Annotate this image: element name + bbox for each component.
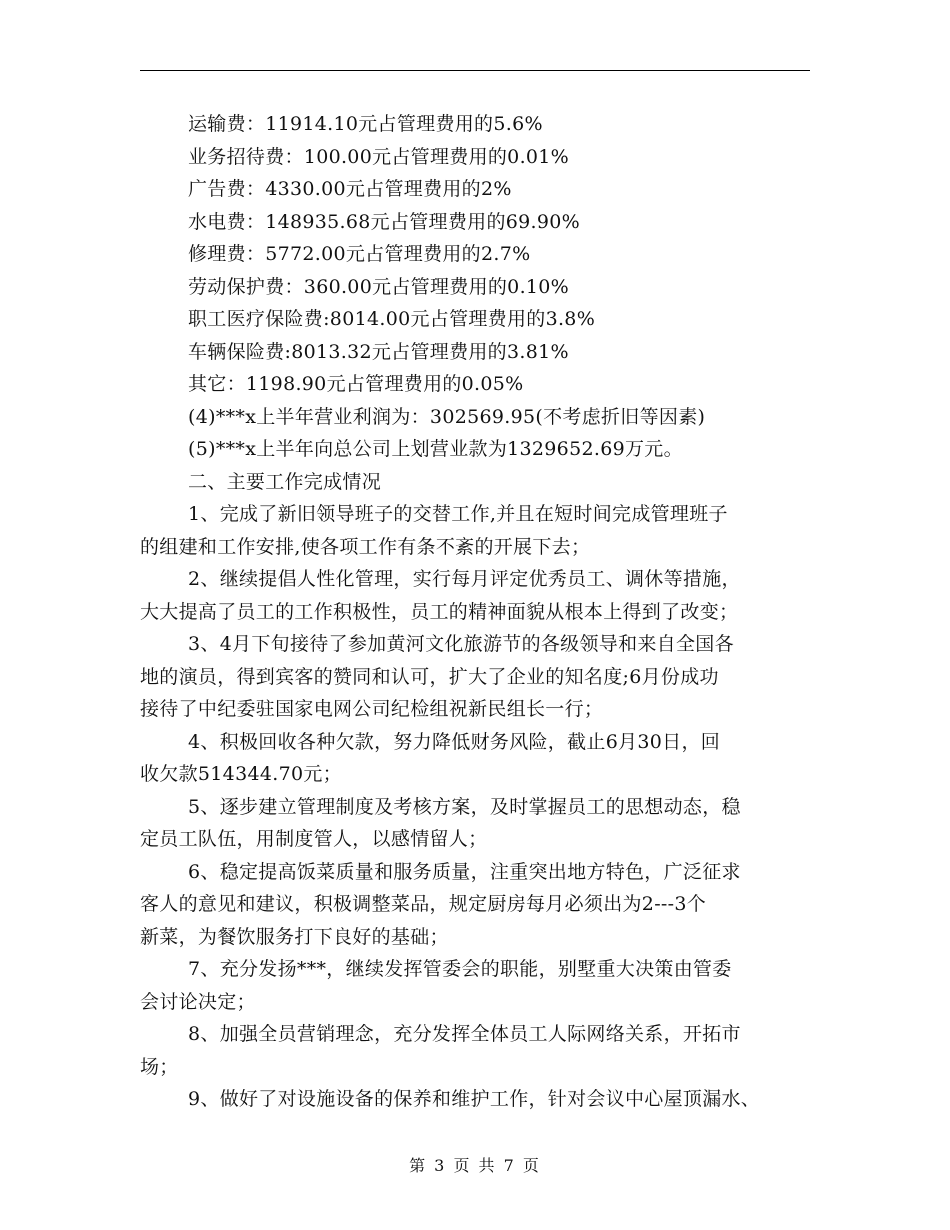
text-line: 车辆保险费:8013.32元占管理费用的3.81%	[188, 340, 569, 363]
text-line: 收欠款514344.70元；	[140, 763, 342, 785]
text-line: 新菜，为餐饮服务打下良好的基础；	[140, 925, 449, 948]
text-line: 劳动保护费：360.00元占管理费用的0.10%	[188, 275, 570, 298]
text-line: 6、稳定提高饭菜质量和服务质量，注重突出地方特色，广泛征求	[188, 860, 741, 883]
page-number-footer: 第 3 页 共 7 页	[409, 1156, 541, 1175]
text-line: (5)***x上半年向总公司上划营业款为1329652.69万元。	[188, 438, 683, 460]
text-line: 4、积极回收各种欠款，努力降低财务风险，截止6月30日，回	[188, 730, 721, 753]
text-line: 广告费：4330.00元占管理费用的2%	[188, 178, 512, 200]
text-line: 地的演员，得到宾客的赞同和认可，扩大了企业的知名度;6月份成功	[140, 665, 719, 688]
text-line: 5、逐步建立管理制度及考核方案，及时掌握员工的思想动态，稳	[188, 795, 741, 818]
text-line: 的组建和工作安排,使各项工作有条不紊的开展下去；	[140, 535, 591, 558]
text-line: 运输费：11914.10元占管理费用的5.6%	[188, 113, 543, 135]
text-line: 会讨论决定；	[140, 990, 256, 1013]
text-line: 大大提高了员工的工作积极性，员工的精神面貌从根本上得到了改变；	[140, 600, 739, 623]
text-line: (4)***x上半年营业利润为：302569.95(不考虑折旧等因素)	[188, 405, 706, 428]
document-body	[140, 108, 810, 1116]
text-line: 客人的意见和建议，积极调整菜品，规定厨房每月必须出为2---3个	[140, 893, 707, 915]
text-line: 接待了中纪委驻国家电网公司纪检组祝新民组长一行；	[140, 698, 604, 720]
text-line: 修理费：5772.00元占管理费用的2.7%	[188, 243, 531, 265]
text-line: 业务招待费：100.00元占管理费用的0.01%	[188, 145, 570, 168]
text-line: 1、完成了新旧领导班子的交替工作,并且在短时间完成管理班子	[188, 503, 728, 525]
text-line: 定员工队伍，用制度管人，以感情留人；	[140, 828, 488, 850]
text-line: 3、4月下旬接待了参加黄河文化旅游节的各级领导和来自全国各	[188, 633, 734, 655]
text-line: 场；	[140, 1055, 179, 1078]
header-rule	[140, 70, 810, 71]
text-line: 职工医疗保险费:8014.00元占管理费用的3.8%	[188, 308, 596, 330]
text-line: 水电费：148935.68元占管理费用的69.90%	[188, 210, 580, 233]
text-line: 8、加强全员营销理念，充分发挥全体员工人际网络关系，开拓市	[188, 1023, 741, 1045]
text-line: 9、做好了对设施设备的保养和维护工作，针对会议中心屋顶漏水、	[188, 1088, 761, 1110]
text-line: 7、充分发扬***，继续发挥管委会的职能，别墅重大决策由管委	[188, 958, 732, 980]
text-line: 其它：1198.90元占管理费用的0.05%	[188, 373, 524, 395]
section-heading: 二、主要工作完成情况	[188, 470, 382, 493]
text-line: 2、继续提倡人性化管理，实行每月评定优秀员工、调休等措施，	[188, 568, 741, 590]
